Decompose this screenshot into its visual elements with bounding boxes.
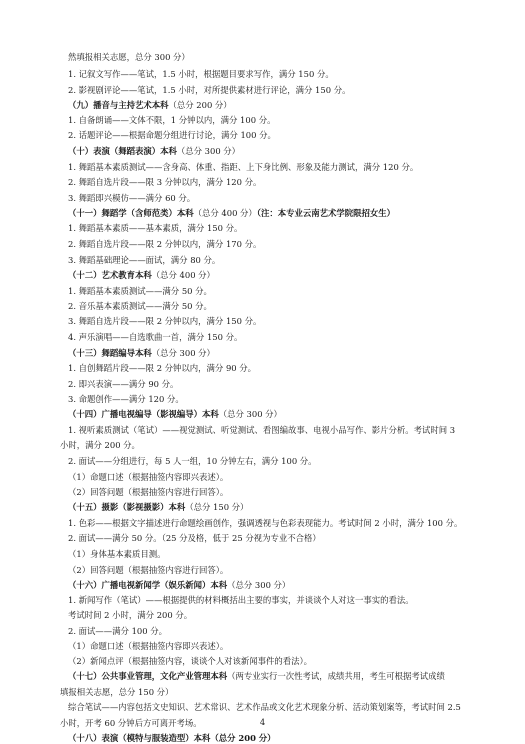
page-number: 4 [259,717,266,727]
text-line: （2）新闻点评（根据抽签内容，谈谈个人对该新闻事件的看法）。 [68,656,313,666]
heading-note: （总分 300 分） [218,409,282,420]
text-line: 1. 自创舞蹈片段——限 2 分钟以内，满分 90 分。 [68,362,257,373]
text-line: 然填报相关志愿，总分 300 分） [68,51,190,62]
heading-note: （两专业实行一次性考试，成绩共用，考生可根据考试成绩 [227,671,445,682]
heading-title: （十七）公共事业管理，文化产业管理本科 [68,671,228,682]
text-line: 4. 声乐演唱——自选歌曲一首，满分 150 分。 [68,332,243,343]
heading-title: （十）表演（舞蹈表演）本科 [68,146,177,157]
heading-title: （十八）表演（模特与服装造型）本科（总分 200 分） [68,732,276,743]
section-heading [0,146,525,157]
text-line: （2）回答问题（根据抽签内容进行回答）。 [68,486,229,497]
text-line: （1）命题口述（根据抽签内容即兴表述）。 [68,640,229,651]
text-line: 2. 舞蹈自选片段——限 2 分钟以内，满分 170 分。 [68,239,262,250]
continuation-line: 填报相关志愿，总分 150 分） [60,687,174,698]
section-heading [0,348,525,359]
text-line: 2. 面试——满分 50 分。（25 分及格，低于 25 分视为专业不合格） [68,533,321,544]
text-line: 2. 影视剧评论——笔试，1.5 小时，对所提供素材进行评论，满分 150 分。 [68,84,351,95]
continuation-line: 小时，满分 200 分。 [60,440,140,451]
heading-note: （总分 300 分） [151,347,215,358]
heading-note: （总分 150 分） [185,502,249,513]
text-line: 考试时间 2 小时，满分 200 分。 [68,610,193,621]
text-line: 3. 舞蹈自选片段——限 2 分钟以内，满分 150 分。 [68,316,262,327]
heading-note: （总分 200 分） [168,99,232,110]
text-line: 2. 话题评论——根据命题分组进行讨论，满分 100 分。 [68,130,276,141]
section-heading [0,100,525,111]
text-line: 1. 舞蹈基本素质测试——满分 50 分。 [68,285,212,296]
text-line: 3. 舞蹈即兴模仿——满分 60 分。 [68,192,196,203]
text-line: 1. 自备朗诵——文体不限，1 分钟以内，满分 100 分。 [68,115,276,126]
text-line: 2. 面试——分组进行，每 5 人一组，10 分钟左右，满分 100 分。 [68,455,317,466]
heading-note: （总分 400 分） [151,269,215,280]
heading-note: （总分 400 分） [193,208,257,218]
text-line: 1. 舞蹈基本素质测试——含身高、体重、指距、上下身比例、形象及能力测试，满分 120 分。 [68,161,419,172]
text-line: 2. 面试——满分 100 分。 [68,625,167,636]
text-line: 2. 即兴表演——满分 90 分。 [68,378,179,389]
text-line: 3. 舞蹈基础理论——面试，满分 80 分。 [68,254,221,265]
heading-title: （十四）广播电视编导（影视编导）本科 [68,409,219,420]
heading-remark: （注：本专业云南艺术学院限招女生） [256,208,395,218]
section-heading [0,671,525,682]
text-line: 1. 色彩——根据文字描述进行命题绘画创作，强调透视与色彩表现能力。考试时间 2 小时，满分 100 分。 [68,518,463,529]
text-line: （1）身体基本素质目测。 [68,548,166,559]
heading-title: （十五）摄影（影视摄影）本科 [68,502,186,513]
text-line: 1. 舞蹈基本素质——基本素质，满分 150 分。 [68,223,243,234]
heading-note: （总分 300 分） [227,579,291,590]
text-line: （1）命题口述（根据抽签内容即兴表述）。 [68,471,229,482]
heading-title: （十一）舞蹈学（含师范类）本科 [68,208,194,218]
text-line: 2. 舞蹈自选片段——限 3 分钟以内，满分 120 分。 [68,176,262,187]
heading-title: （十三）舞蹈编导本科 [68,347,152,358]
section-heading [0,208,525,219]
text-line: 综合笔试——内容包括文史知识、艺术常识、艺术作品或文化艺术现象分析、活动策划案等，考试时间 2.5 [68,702,461,713]
text-line: 3. 命题创作——满分 120 分。 [68,394,184,404]
text-line: 1. 新闻写作（笔试）——根据提供的材料概括出主要的事实，并谈谈个人对这一事实的看法。 [68,595,414,606]
section-heading [0,270,525,281]
text-line: 2. 音乐基本素质测试——满分 50 分。 [68,301,212,311]
heading-title: （九）播音与主持艺术本科 [68,99,169,110]
section-heading [0,733,525,744]
text-line: （2）回答问题（根据抽签内容进行回答）。 [68,564,229,575]
section-heading [0,580,525,591]
text-line: 1. 记叙文写作——笔试，1.5 小时，根据题目要求写作，满分 150 分。 [68,68,334,79]
heading-note: （总分 300 分） [176,146,241,157]
section-heading [0,502,525,513]
continuation-line: 小时，开考 60 分钟后方可离开考场。 [60,717,202,728]
section-heading [0,409,525,420]
heading-title: （十六）广播电视新闻学（娱乐新闻）本科 [68,579,228,590]
text-line: 1. 视听素质测试（笔试）——视觉测试、听觉测试、看图编故事、电视小品写作、影片分析。考试时间 3 [68,425,456,436]
heading-title: （十二）艺术教育本科 [68,269,152,280]
